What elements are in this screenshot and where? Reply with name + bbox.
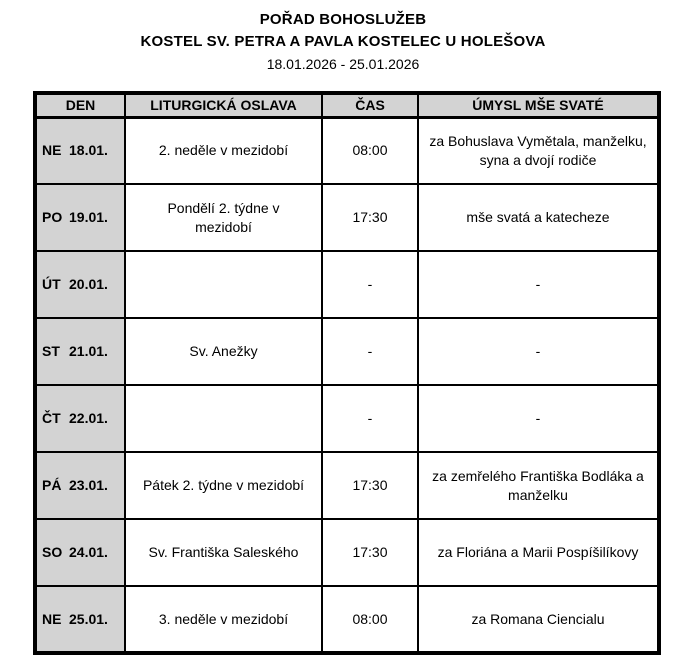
time-cell: 17:30	[322, 519, 418, 586]
day-cell	[35, 452, 125, 519]
day-cell	[35, 117, 125, 184]
column-header-celebration: LITURGICKÁ OSLAVA	[125, 93, 322, 117]
day-abbrev: NE	[42, 142, 62, 159]
day-date: 19.01.	[69, 209, 108, 225]
day-abbrev: NE	[42, 610, 62, 627]
column-header-day: DEN	[35, 93, 125, 117]
day-date: 25.01.	[69, 610, 108, 627]
day-date: 18.01.	[69, 142, 108, 159]
schedule-table	[33, 91, 661, 655]
day-date: 24.01.	[69, 544, 108, 560]
day-wrap	[37, 141, 124, 160]
intention-cell: -	[418, 385, 659, 452]
day-wrap	[37, 543, 124, 562]
time-cell: -	[322, 251, 418, 318]
day-abbrev: PO	[42, 209, 63, 225]
date-range: 18.01.2026 - 25.01.2026	[266, 56, 420, 72]
table-row	[35, 251, 659, 318]
day-cell	[35, 586, 125, 653]
day-abbrev: ČT	[42, 410, 61, 426]
table-row	[35, 117, 659, 184]
day-date: 22.01.	[69, 410, 108, 426]
day-abbrev: ST	[42, 343, 60, 359]
time-cell: 08:00	[322, 117, 418, 184]
celebration-cell	[125, 251, 322, 318]
day-abbrev: SO	[42, 544, 63, 560]
intention-cell: za Romana Ciencialu	[418, 586, 659, 653]
time-cell: 17:30	[322, 184, 418, 251]
day-cell	[35, 184, 125, 251]
celebration-cell: Sv. Anežky	[125, 318, 322, 385]
day-abbrev: PÁ	[42, 477, 62, 493]
title-block	[0, 0, 686, 76]
church-name: KOSTEL SV. PETRA A PAVLA KOSTELEC U HOLEŠOVA	[140, 33, 546, 50]
day-abbrev: ÚT	[42, 276, 61, 292]
day-wrap	[37, 342, 124, 361]
day-wrap	[37, 409, 124, 428]
table-row	[35, 318, 659, 385]
day-cell	[35, 385, 125, 452]
celebration-cell: Pondělí 2. týdne v mezidobí	[125, 184, 322, 251]
column-header-intention: ÚMYSL MŠE SVATÉ	[418, 93, 659, 117]
table-header-row	[35, 93, 659, 117]
day-date: 21.01.	[69, 343, 108, 359]
celebration-cell: 3. neděle v mezidobí	[125, 586, 322, 653]
intention-cell: za Bohuslava Vymětala, manželku, syna a dvojí rodiče	[418, 117, 659, 184]
column-header-time: ČAS	[322, 93, 418, 117]
time-cell: 17:30	[322, 452, 418, 519]
page-title: POŘAD BOHOSLUŽEB	[259, 11, 427, 28]
time-cell: -	[322, 385, 418, 452]
intention-cell: za Floriána a Marii Pospíšilíkovy	[418, 519, 659, 586]
table-body	[35, 117, 659, 653]
day-wrap	[37, 610, 124, 629]
celebration-cell	[125, 385, 322, 452]
day-wrap	[37, 476, 124, 495]
table-row	[35, 586, 659, 653]
table-row	[35, 385, 659, 452]
day-wrap	[37, 275, 124, 294]
time-cell: -	[322, 318, 418, 385]
celebration-cell: 2. neděle v mezidobí	[125, 117, 322, 184]
day-cell	[35, 519, 125, 586]
intention-cell: mše svatá a katecheze	[418, 184, 659, 251]
day-date: 23.01.	[69, 477, 108, 493]
table-row	[35, 452, 659, 519]
intention-cell: za zemřelého Františka Bodláka a manželku	[418, 452, 659, 519]
table-row	[35, 519, 659, 586]
day-cell	[35, 318, 125, 385]
intention-cell: -	[418, 251, 659, 318]
time-cell: 08:00	[322, 586, 418, 653]
day-cell	[35, 251, 125, 318]
table-row	[35, 184, 659, 251]
celebration-cell: Sv. Františka Saleského	[125, 519, 322, 586]
celebration-cell: Pátek 2. týdne v mezidobí	[125, 452, 322, 519]
day-date: 20.01.	[69, 276, 108, 292]
day-wrap	[37, 208, 124, 227]
intention-cell: -	[418, 318, 659, 385]
